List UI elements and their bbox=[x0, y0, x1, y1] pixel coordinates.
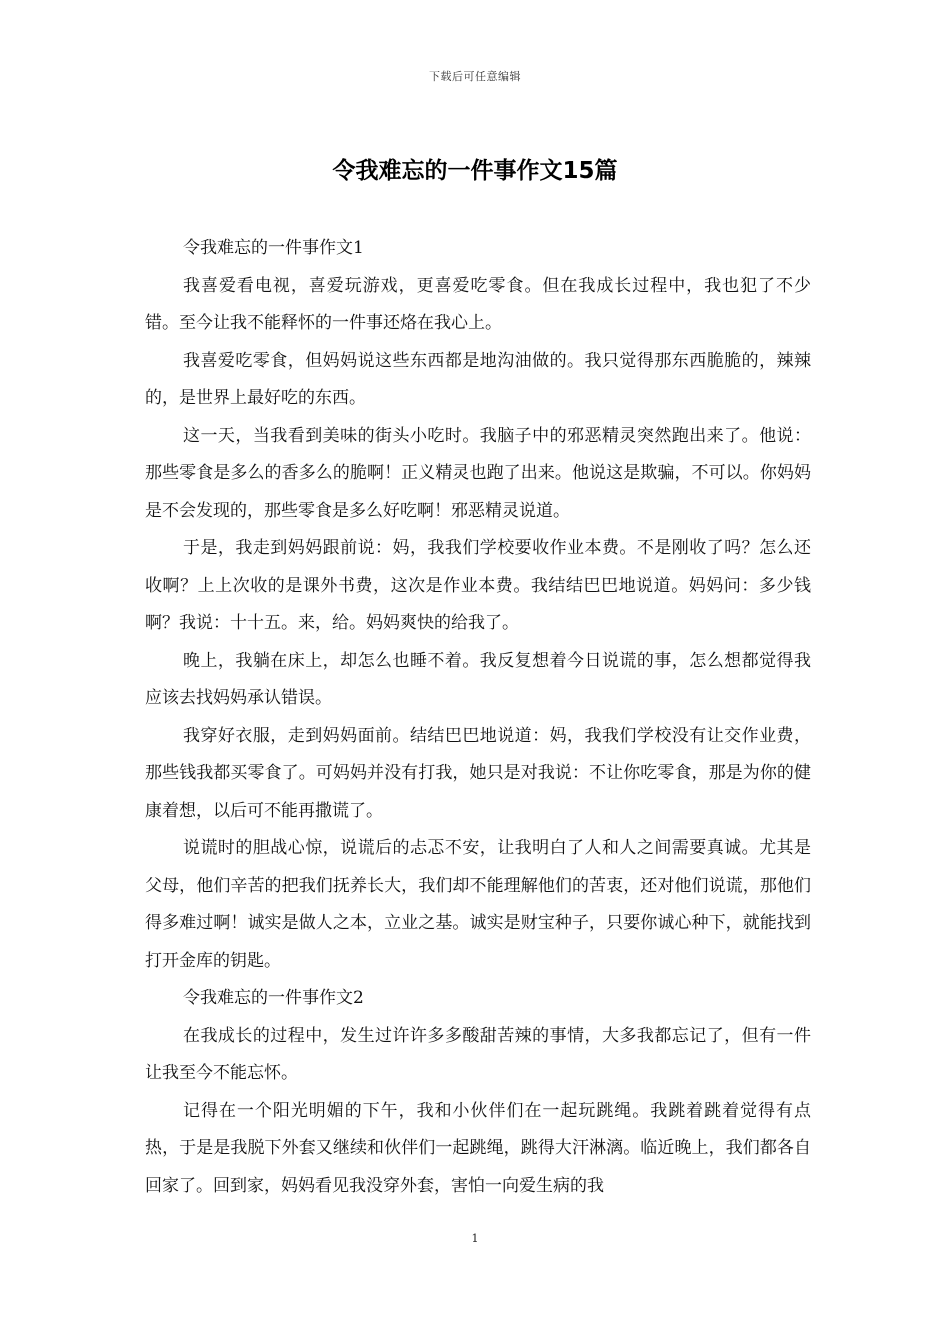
document-body bbox=[145, 230, 811, 1205]
paragraph: 我喜爱吃零食，但妈妈说这些东西都是地沟油做的。我只觉得那东西脆脆的，辣辣的，是世界上最好吃的东西。 bbox=[145, 350, 811, 408]
paragraph: 我穿好衣服，走到妈妈面前。结结巴巴地说道：妈，我我们学校没有让交作业费，那些钱我都买零食了。可妈妈并没有打我，她只是对我说：不让你吃零食，那是为你的健康着想，以后可不能再撒谎了。 bbox=[145, 725, 811, 821]
header-note: 下载后可任意编辑 bbox=[429, 70, 521, 83]
paragraph: 在我成长的过程中，发生过许许多多酸甜苦辣的事情，大多我都忘记了，但有一件让我至今不能忘怀。 bbox=[145, 1025, 811, 1083]
essay-2-heading: 令我难忘的一件事作文2 bbox=[183, 988, 364, 1008]
paragraph: 我喜爱看电视，喜爱玩游戏，更喜爱吃零食。但在我成长过程中，我也犯了不少错。至今让我不能释怀的一件事还烙在我心上。 bbox=[145, 275, 811, 333]
paragraph: 这一天，当我看到美味的街头小吃时。我脑子中的邪恶精灵突然跑出来了。他说：那些零食是多么的香多么的脆啊！正义精灵也跑了出来。他说这是欺骗，不可以。你妈妈是不会发现的，那些零食是多么好吃啊！邪恶精灵说道。 bbox=[145, 425, 811, 521]
paragraph: 晚上，我躺在床上，却怎么也睡不着。我反复想着今日说谎的事，怎么想都觉得我应该去找妈妈承认错误。 bbox=[145, 650, 811, 708]
essay-1-heading: 令我难忘的一件事作文1 bbox=[183, 238, 364, 258]
paragraph: 于是，我走到妈妈跟前说：妈，我我们学校要收作业本费。不是刚收了吗？怎么还收啊？上上次收的是课外书费，这次是作业本费。我结结巴巴地说道。妈妈问：多少钱啊？我说：十十五。来，给。妈妈爽快的给我了。 bbox=[145, 538, 811, 633]
paragraph: 说谎时的胆战心惊，说谎后的忐忑不安，让我明白了人和人之间需要真诚。尤其是父母，他们辛苦的把我们抚养长大，我们却不能理解他们的苦衷，还对他们说谎，那他们得多难过啊！诚实是做人之本，立业之基。诚实是财宝种子，只要你诚心种下，就能找到打开金库的钥匙。 bbox=[145, 838, 811, 971]
document-title: 令我难忘的一件事作文15篇 bbox=[332, 158, 618, 184]
page-number: 1 bbox=[471, 1232, 479, 1245]
paragraph: 记得在一个阳光明媚的下午，我和小伙伴们在一起玩跳绳。我跳着跳着觉得有点热，于是是我脱下外套又继续和伙伴们一起跳绳，跳得大汗淋漓。临近晚上，我们都各自回家了。回到家，妈妈看见我没穿外套，害怕一向爱生病的我 bbox=[145, 1100, 811, 1196]
